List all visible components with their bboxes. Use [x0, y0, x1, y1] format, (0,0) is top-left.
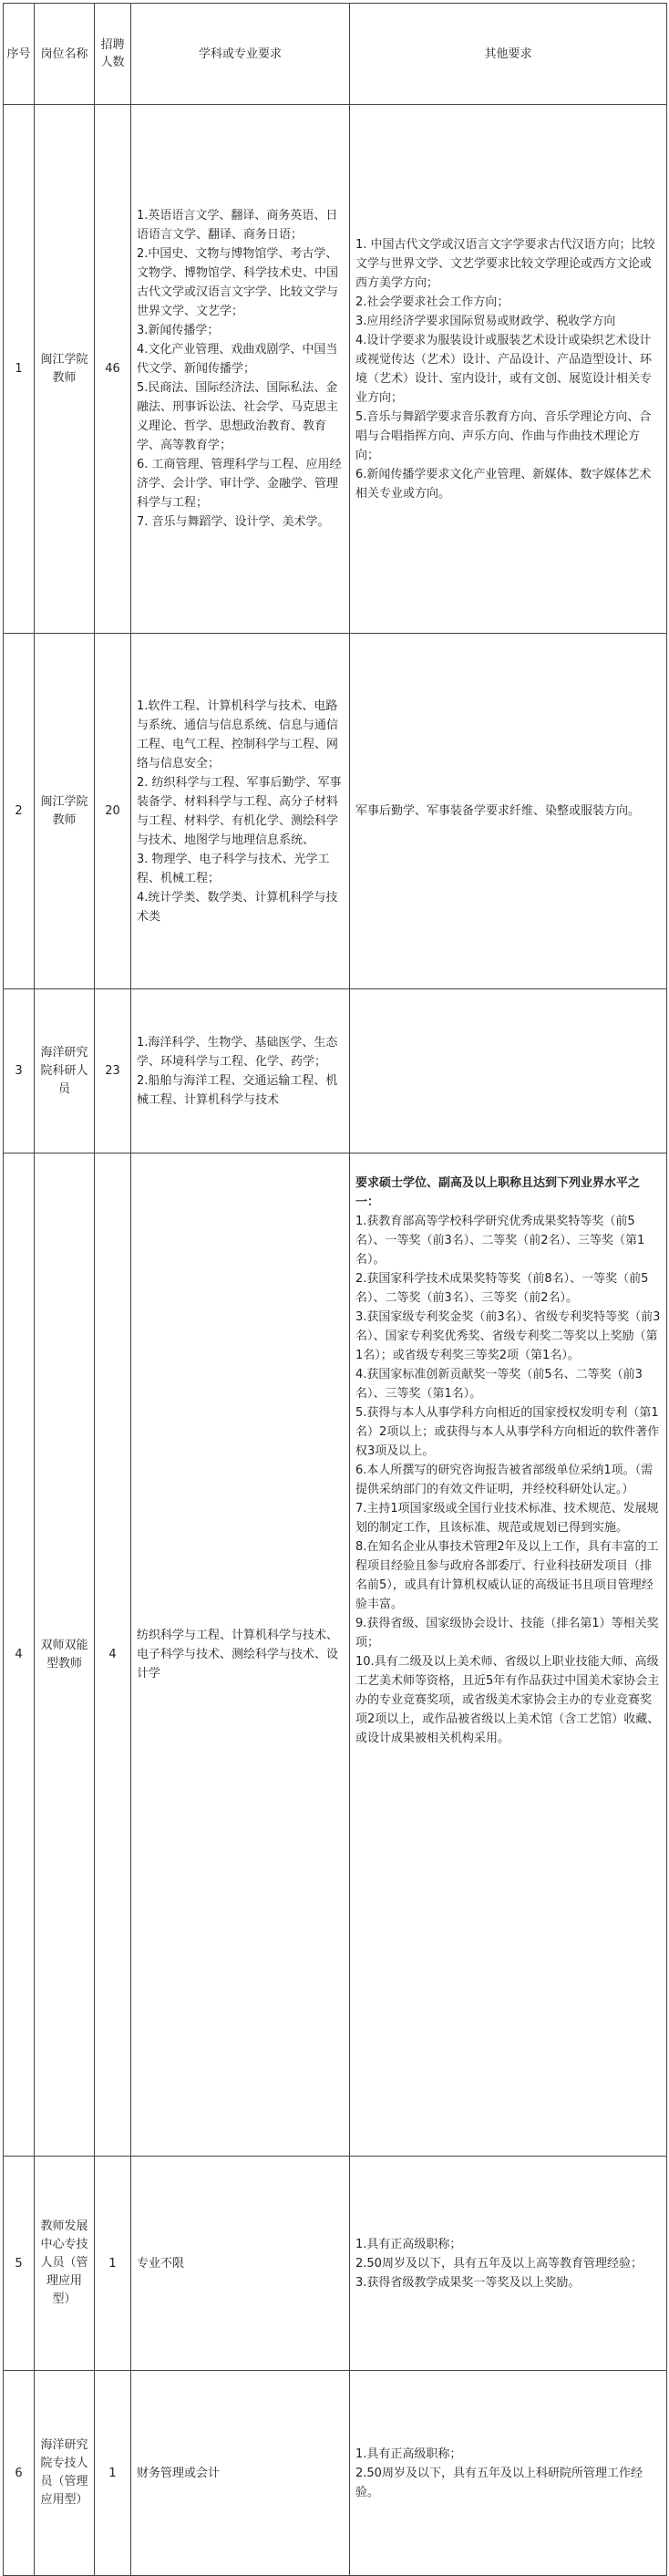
row-index: 6	[4, 2371, 35, 2576]
major-item: 6. 工商管理、管理科学与工程、应用经济学、会计学、审计学、金融学、管理科学与工程；	[137, 458, 342, 510]
other-item: 1.具有正高级职称；	[355, 2237, 462, 2251]
other-item: 5.音乐与舞蹈学要求音乐教育方向、音乐学理论方向、合唱与合唱指挥方向、声乐方向、作曲与作曲技术理论方向；	[355, 409, 652, 462]
other-item: 军事后勤学、军事装备学要求纤维、染整或服装方向。	[355, 804, 641, 818]
row-other	[350, 1154, 667, 2157]
major-item: 专业不限	[137, 2256, 185, 2271]
row-position: 双师双能型教师	[35, 1154, 95, 2157]
major-item: 2.中国史、文物与博物馆学、考古学、文物学、博物馆学、科学技术史、中国古代文学或汉语言文字学、比较文学与世界文学、文艺学；	[137, 247, 339, 318]
major-item: 财务管理或会计	[137, 2466, 221, 2480]
row-majors	[131, 1154, 350, 2157]
major-item: 3. 物理学、电子科学与技术、光学工程、机械工程；	[137, 852, 330, 885]
other-item: 9.获得省级、国家级协会设计、技能（排名第1）等相关奖项；	[355, 1617, 659, 1650]
other-item: 10.具有二级及以上美术师、省级以上职业技能大师、高级工艺美术师等资格，且近5年有作品获过中国美术家协会主办的专业竞赛奖项，或省级美术家协会主办的专业竞赛奖项2项以上，或作品被省级以上美术馆（含工艺馆）收藏、或设计成果被相关机构采用。	[355, 1655, 660, 1745]
major-item: 7. 音乐与舞蹈学、设计学、美术学。	[137, 515, 330, 529]
header-index: 序号	[4, 4, 35, 105]
other-item: 4.设计学要求为服装设计或服装艺术设计或染织艺术设计或视觉传达（艺术）设计、产品设计、产品造型设计、环境（艺术）设计、室内设计，或有文创、展览设计相关专业方向；	[355, 333, 653, 405]
row-count: 23	[95, 989, 131, 1154]
row-index: 4	[4, 1154, 35, 2157]
table-row	[4, 2157, 667, 2371]
major-item: 4.统计学类、数学类、计算机科学与技术类	[137, 890, 338, 924]
row-other	[350, 634, 667, 989]
row-majors	[131, 105, 350, 634]
other-item: 2.50周岁及以下，具有五年及以上高等教育管理经验；	[355, 2256, 643, 2271]
table-row	[4, 2371, 667, 2576]
major-item: 4.文化产业管理、戏曲戏剧学、中国当代文学、新闻传播学；	[137, 343, 338, 376]
row-position: 海洋研究院科研人员	[35, 989, 95, 1154]
other-item: 3.应用经济学要求国际贸易或财政学、税收学方向	[355, 314, 616, 328]
header-other: 其他要求	[350, 4, 667, 105]
row-position: 教师发展中心专技人员（管理应用型）	[35, 2157, 95, 2371]
major-item: 1.英语语言文学、翻译、商务英语、日语语言文学、翻译、商务日语；	[137, 209, 338, 242]
row-other	[350, 989, 667, 1154]
row-position: 海洋研究院专技人员（管理应用型）	[35, 2371, 95, 2576]
major-item: 2. 纺织科学与工程、军事后勤学、军事装备学、材料科学与工程、高分子材料与工程、材料学、有机化学、测绘科学与技术、地图学与地理信息系统、	[137, 775, 342, 847]
table-row	[4, 105, 667, 634]
row-index: 2	[4, 634, 35, 989]
major-item: 5.民商法、国际经济法、国际私法、金融法、刑事诉讼法、社会学、马克思主义理论、哲学、思想政治教育、教育学、高等教育学；	[137, 381, 339, 452]
row-position: 闽江学院教师	[35, 634, 95, 989]
recruitment-table	[3, 3, 667, 2576]
other-item: 1.具有正高级职称；	[355, 2447, 462, 2461]
other-lead: 要求硕士学位、副高及以上职称且达到下列业界水平之一：	[355, 1176, 641, 1209]
other-item: 6.新闻传播学要求文化产业管理、新媒体、数字媒体艺术相关专业或方向。	[355, 467, 652, 501]
header-row	[4, 4, 667, 105]
row-count: 1	[95, 2157, 131, 2371]
major-item: 2.船舶与海洋工程、交通运输工程、机械工程、计算机科学与技术	[137, 1073, 338, 1107]
other-item: 2.获国家科学技术成果奖特等奖（前8名）、一等奖（前5名）、二等奖（前3名）、三等奖（前2名）。	[355, 1272, 649, 1305]
other-item: 4.获国家标准创新贡献奖一等奖（前5名、二等奖（前3名）、三等奖（第1名）。	[355, 1368, 643, 1401]
header-majors: 学科或专业要求	[131, 4, 350, 105]
row-count: 20	[95, 634, 131, 989]
row-other	[350, 2371, 667, 2576]
other-item: 3.获得省级教学成果奖一等奖及以上奖励。	[355, 2275, 581, 2290]
row-majors	[131, 634, 350, 989]
row-count: 4	[95, 1154, 131, 2157]
major-item: 纺织科学与工程、计算机科学与技术、电子科学与技术、测绘科学与技术、设计学	[137, 1629, 339, 1681]
header-position: 岗位名称	[35, 4, 95, 105]
row-other	[350, 105, 667, 634]
major-item: 1.软件工程、计算机科学与技术、电路与系统、通信与信息系统、信息与通信工程、电气工程、控制科学与工程、网络与信息安全；	[137, 698, 339, 771]
other-item: 2.社会学要求社会工作方向；	[355, 295, 509, 309]
other-item: 5.获得与本人从事学科方向相近的国家授权发明专利（第1名）2项以上；或获得与本人从事学科方向相近的软件著作权3项及以上。	[355, 1406, 660, 1458]
row-index: 5	[4, 2157, 35, 2371]
header-count: 招聘人数	[95, 4, 131, 105]
table-row	[4, 989, 667, 1154]
other-item: 8.在知名企业从事技术管理2年及以上工作，具有丰富的工程项目经验且参与政府各部委厅、行业科技研发项目（排名前5），或具有计算机权威认证的高级证书且项目管理经验丰富。	[355, 1540, 659, 1611]
other-item: 6.本人所撰写的研究咨询报告被省部级单位采纳1项。（需提供采纳部门的有效文件证明，并经校科研处认定。）	[355, 1464, 654, 1496]
row-position: 闽江学院教师	[35, 105, 95, 634]
row-majors	[131, 2371, 350, 2576]
other-item: 2.50周岁及以下，具有五年及以上科研院所管理工作经验。	[355, 2466, 643, 2499]
table-row	[4, 1154, 667, 2157]
page	[0, 3, 669, 2507]
row-index: 1	[4, 105, 35, 634]
row-index: 3	[4, 989, 35, 1154]
row-count: 46	[95, 105, 131, 634]
table-row	[4, 634, 667, 989]
other-item: 1. 中国古代文学或汉语言文字学要求古代汉语方向；比较文学与世界文学、文艺学要求比较文学理论或西方文论或西方美学方向；	[355, 237, 655, 290]
major-item: 3.新闻传播学；	[137, 324, 220, 337]
row-other	[350, 2157, 667, 2371]
row-majors	[131, 2157, 350, 2371]
row-majors	[131, 989, 350, 1154]
major-item: 1.海洋科学、生物学、基础医学、生态学、环境科学与工程、化学、药学；	[137, 1035, 338, 1069]
row-count: 1	[95, 2371, 131, 2576]
other-item: 1.获教育部高等学校科学研究优秀成果奖特等奖（前5名）、一等奖（前3名）、二等奖（前2名）、三等奖（第1名）。	[355, 1215, 645, 1267]
other-item: 7.主持1项国家级或全国行业技术标准、技术规范、发展规划的制定工作，且该标准、规范或规划已得到实施。	[355, 1502, 659, 1535]
other-item: 3.获国家级专利奖金奖（前3名）、省级专利奖特等奖（前3名）、国家专利奖优秀奖、省级专利奖二等奖以上奖励（第1名）；或省级专利奖三等奖2项（第1名）。	[355, 1310, 661, 1362]
